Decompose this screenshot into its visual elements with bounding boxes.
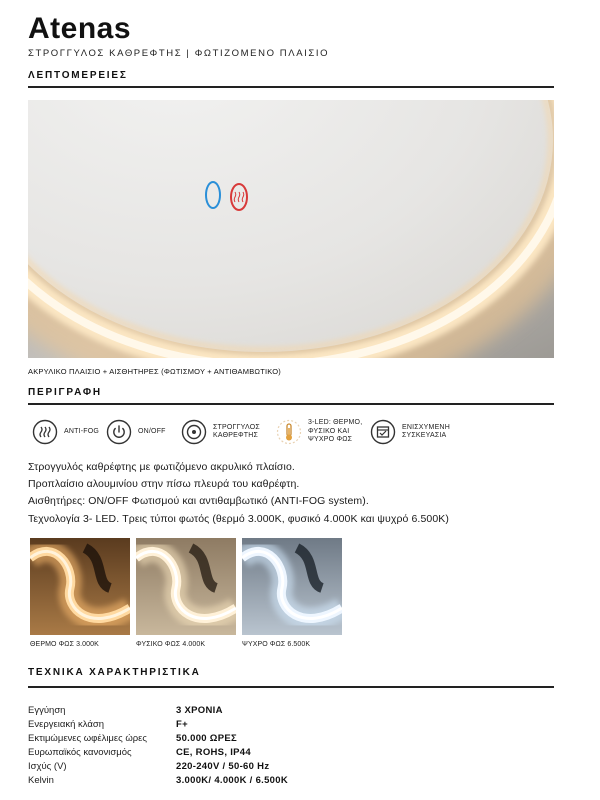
feature-onoff-label: ON/OFF [138, 427, 166, 435]
spec-row [28, 733, 428, 747]
description-line: Προπλαίσιο αλουμινίου στην πίσω πλευρά του καθρέφτη. [28, 478, 300, 491]
spec-row [28, 761, 428, 775]
spec-row [28, 747, 428, 761]
feature-round-mirror-label: ΣΤΡΟΓΓΥΛΟΣ ΚΑΘΡΕΦΤΗΣ [213, 423, 260, 439]
spec-key: Εγγύηση [28, 705, 66, 716]
feature-round-mirror [181, 414, 260, 450]
feature-antifog [32, 414, 99, 450]
feature-3led-label: 3-LED: ΘΕΡΜΟ, ΦΥΣΙΚΟ ΚΑΙ ΨΥΧΡΟ ΦΩΣ [308, 419, 363, 444]
swatch-natural-label: ΦΥΣΙΚΟ ΦΩΣ 4.000Κ [136, 641, 206, 648]
feature-icons-row [28, 414, 554, 450]
spec-key: Ενεργειακή κλάση [28, 719, 104, 730]
spec-value: F+ [176, 719, 188, 730]
description-text [28, 459, 568, 528]
product-title: Atenas [28, 12, 132, 45]
mirror-detail-photo [28, 100, 554, 358]
spec-value: 3.000Κ/ 4.000Κ / 6.500Κ [176, 775, 288, 786]
spec-value: CE, ROHS, IP44 [176, 747, 251, 758]
spec-row [28, 719, 428, 733]
product-subtitle: ΣΤΡΟΓΓΥΛΟΣ ΚΑΘΡΕΦΤΗΣ | ΦΩΤΙΖΟΜΕΝΟ ΠΛΑΙΣΙΟ [28, 48, 330, 59]
description-line: Στρογγυλός καθρέφτης με φωτιζόμενο ακρυλικό πλαίσιο. [28, 461, 295, 473]
specs-heading: ΤΕΧΝΙΚΑ ΧΑΡΑΚΤΗΡΙΣΤΙΚΑ [28, 667, 201, 678]
swatch-cool-photo [242, 538, 342, 635]
box-icon [370, 419, 396, 445]
detail-caption: ΑΚΡΥΛΙΚΟ ΠΛΑΙΣΙΟ + ΑΙΣΘΗΤΗΡΕΣ (ΦΩΤΙΣΜΟΥ + ΑΝΤΙΘΑΜΒΩΤΙΚΟ) [28, 367, 281, 376]
swatch-warm-label: ΘΕΡΜΟ ΦΩΣ 3.000Κ [30, 641, 99, 648]
spec-value: 3 ΧΡΟΝΙΑ [176, 705, 223, 716]
spec-value: 220-240V / 50-60 Hz [176, 761, 270, 772]
spec-row [28, 705, 428, 719]
description-line: Αισθητήρες: ON/OFF Φωτισμού και αντιθαμβωτικό (ANTI-FOG system). [28, 495, 369, 508]
spec-key: Kelvin [28, 775, 54, 786]
feature-packaging [370, 414, 450, 450]
thermometer-icon [276, 419, 302, 445]
spec-value: 50.000 ΩΡΕΣ [176, 733, 237, 744]
description-heading: ΠΕΡΙΓΡΑΦΗ [28, 387, 102, 398]
details-divider [28, 86, 554, 88]
spec-key: Ευρωπαϊκός κανονισμός [28, 747, 132, 758]
specs-divider [28, 686, 554, 688]
round-mirror-icon [181, 419, 207, 445]
description-divider [28, 403, 554, 405]
feature-3led [276, 414, 362, 450]
feature-onoff [106, 414, 166, 450]
swatch-cool-label: ΨΥΧΡΟ ΦΩΣ 6.500Κ [242, 641, 311, 648]
swatch-warm-photo [30, 538, 130, 635]
feature-antifog-label: ANTI-FOG [64, 427, 100, 435]
antifog-icon [32, 419, 58, 445]
spec-key: Ισχύς (V) [28, 761, 67, 772]
details-heading: ΛΕΠΤΟΜΕΡΕΙΕΣ [28, 70, 128, 81]
spec-row [28, 775, 428, 789]
power-icon [106, 419, 132, 445]
swatch-natural-photo [136, 538, 236, 635]
description-line: Τεχνολογία 3- LED. Τρεις τύποι φωτός (θερμό 3.000Κ, φυσικό 4.000Κ και ψυχρό 6.500Κ) [28, 512, 449, 525]
feature-packaging-label: ΕΝΙΣΧΥΜΕΝΗ ΣΥΣΚΕΥΑΣΙΑ [402, 423, 450, 439]
spec-key: Εκτιμώμενες ωφέλιμες ώρες [28, 733, 147, 744]
